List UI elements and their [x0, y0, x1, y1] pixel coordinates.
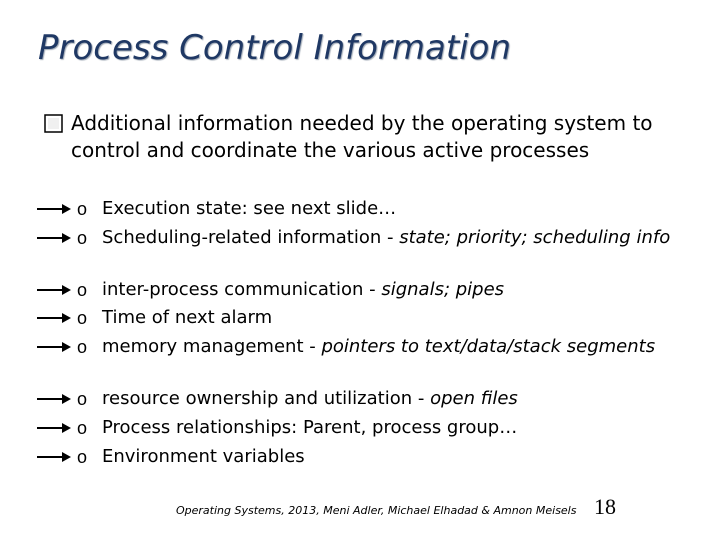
arrow-right-icon	[36, 231, 72, 245]
list-item-text: memory management - pointers to text/data/stack segments	[102, 336, 656, 357]
list-item	[36, 446, 686, 468]
list-item	[36, 279, 686, 301]
slide-footer: Operating Systems, 2013, Meni Adler, Michael Elhadad & Amnon Meisels	[176, 504, 577, 517]
arrow-right-icon	[36, 283, 72, 297]
arrow-right-icon	[36, 340, 72, 354]
arrow-right-icon	[36, 202, 72, 216]
main-bullet	[44, 110, 684, 164]
bullet-marker: o	[77, 337, 88, 357]
list-item-text: Environment variables	[102, 446, 305, 467]
bullet-marker: o	[77, 418, 88, 438]
list-item	[36, 227, 686, 249]
list-item-text: Time of next alarm	[102, 307, 273, 328]
list-item-text: Execution state: see next slide…	[102, 198, 397, 219]
bullet-marker: o	[77, 280, 88, 300]
list-item	[36, 388, 686, 410]
page-number: 18	[594, 494, 616, 519]
list-item-text: Process relationships: Parent, process group…	[102, 417, 518, 438]
main-bullet-text: Additional information needed by the operating system to control and coordinate the various active processes	[71, 111, 653, 162]
bullet-marker: o	[77, 308, 88, 328]
bullet-marker: o	[77, 228, 88, 248]
bullet-marker: o	[77, 389, 88, 409]
arrow-right-icon	[36, 392, 72, 406]
list-item	[36, 307, 686, 329]
arrow-right-icon	[36, 421, 72, 435]
list-item-text: Scheduling-related information - state; priority; scheduling info	[102, 227, 671, 248]
bullet-marker: o	[77, 447, 88, 467]
checkbox-bullet-icon	[44, 114, 63, 133]
arrow-right-icon	[36, 311, 72, 325]
bullet-marker: o	[77, 199, 88, 219]
arrow-right-icon	[36, 450, 72, 464]
list-item	[36, 417, 686, 439]
list-item-text: resource ownership and utilization - open files	[102, 388, 518, 409]
list-item-text: inter-process communication - signals; pipes	[102, 279, 505, 300]
slide-title: Process Control Information	[38, 28, 511, 68]
list-item	[36, 336, 686, 358]
list-item	[36, 198, 686, 220]
